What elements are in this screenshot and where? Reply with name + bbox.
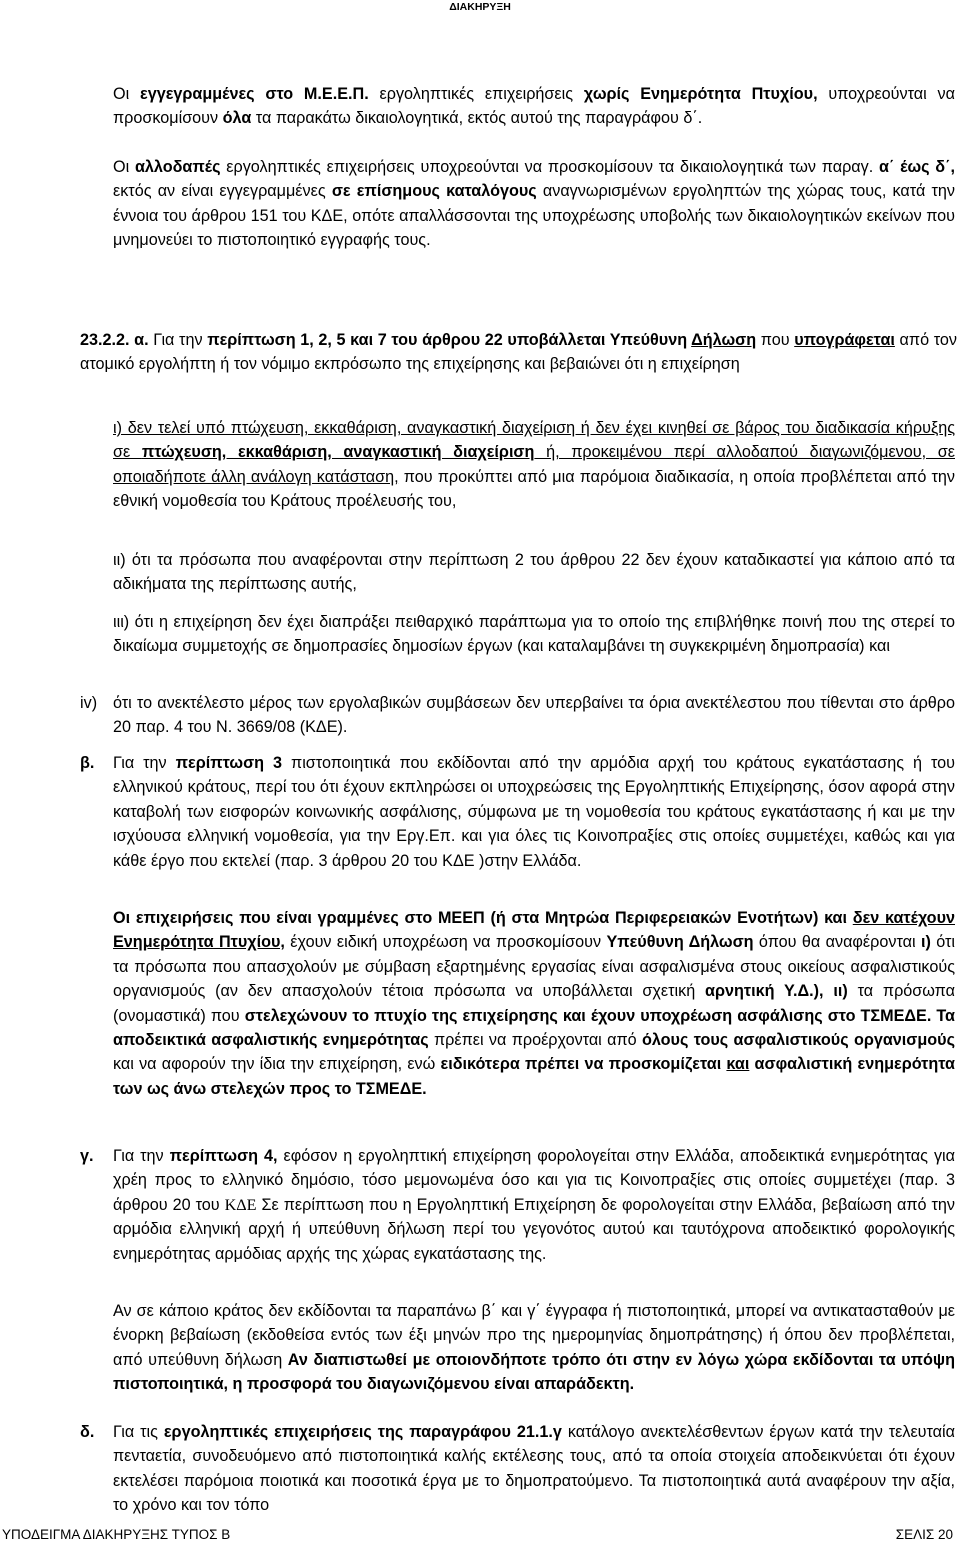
item-b-meep-paragraph [113, 906, 955, 1101]
item-b [113, 751, 955, 873]
text: Για τις [113, 1423, 164, 1441]
text-bold: αρνητική Υ.Δ.), ιι) [705, 982, 848, 1001]
text-bold: στελεχώνουν το πτυχίο της επιχείρησης και έχουν υποχρέωση ασφάλισης στο ΤΣΜΕΔΕ. Τα αποδεικτικά ασφαλιστικής ενημερότητας [113, 1006, 955, 1050]
text: όπου θα αναφέρονται [753, 933, 921, 952]
text: Για την [113, 754, 176, 772]
paragraph-foreign-firms [113, 155, 955, 253]
text-bold: περίπτωση 4, [169, 1147, 278, 1165]
text-bold: χωρίς Ενημερότητα Πτυχίου, [583, 85, 818, 103]
text-bold-underline: πτώχευση, εκκαθάριση, αναγκαστική διαχείριση [141, 443, 535, 462]
text-bold: περίπτωση 1, 2, 5 και 7 του άρθρου 22 υποβάλλεται Υπεύθυνη [207, 331, 692, 349]
text-bold: εγγεγραμμένες στο Μ.Ε.Ε.Π. [140, 85, 369, 103]
footer-page-number: ΣΕΛΙΣ 20 [895, 1527, 953, 1542]
text-bold: ειδικότερα πρέπει να προσκομίζεται [440, 1055, 727, 1074]
text: Για την [148, 331, 208, 349]
text: ιιι) ότι η επιχείρηση δεν έχει διαπράξει πειθαρχικό παράπτωμα για το οποίο της επιβλήθηκε ποινή που της στερεί το δικαίωμα συμμετοχής σε δημοπρασίες δημοσίων έργων (και καταλαμβάνει τη συγκεκριμένη δημοπρασία) και [113, 613, 955, 656]
text-bold: Οι επιχειρήσεις που είναι γραμμένες στο ΜΕΕΠ (ή στα Μητρώα Περιφερειακών Ενοτήτων) και [113, 909, 853, 927]
item-iv [113, 691, 955, 740]
text: Οι [113, 158, 135, 176]
text: ότι τα πρόσωπα που απασχολούν με σύμβαση εξαρτημένης εργασίας είναι ασφαλισμένα στους οικείους ασφαλιστικούς οργανισμούς (αν δεν απασχολούν τέτοια πρόσωπα να υποβάλλεται σχετική [113, 933, 955, 1001]
text: υποχρεούνται να προσκομίσουν [113, 85, 956, 128]
text-bold: εργοληπτικές επιχειρήσεις της παραγράφου 21.1.γ [163, 1423, 562, 1441]
text-bold: σε επίσημους καταλόγους [331, 182, 537, 201]
text-bold: Αν διαπιστωθεί με οποιονδήποτε τρόπο ότι στην εν λόγω χώρα εκδίδονται τα υπόψη πιστοποιητικά, η προσφορά του διαγωνιζόμενου είναι απαράδεκτη. [113, 1350, 955, 1394]
text-underline: ι) δεν τελεί υπό πτώχευση, εκκαθάριση, αναγκαστική διαχείριση ή δεν έχει κινηθεί σε βάρος του διαδικασία κήρυξης σε [113, 419, 955, 462]
text-bold: Υπεύθυνη Δήλωση [606, 933, 754, 952]
text: εκτός αν είναι εγγεγραμμένες [113, 182, 332, 201]
text: εφόσον η εργοληπτική επιχείρηση φορολογείται στην Ελλάδα, αποδεικτικά ενημερότητας για χρέη προς το ελληνικό δημόσιο, τόσο μεμονωμένα όσο και για τις Κοινοπραξίες στις οποίες συμμετέχει (παρ. 3 άρθρου 20 του [113, 1147, 955, 1214]
item-iv-label: iv) [80, 694, 98, 712]
text-bold: α΄ έως δ΄, [879, 158, 956, 176]
item-d [113, 1420, 955, 1518]
text-underline: ή, προκειμένου περί αλλοδαπού διαγωνιζόμενου, σε οποιαδήποτε άλλη ανάλογη κατάσταση, [113, 443, 955, 486]
text: τα πρόσωπα (ονομαστικά) που [113, 982, 955, 1025]
text-bold: όλους τους ασφαλιστικούς οργανισμούς [641, 1031, 956, 1050]
section-number: 23.2.2. α. [80, 331, 149, 349]
item-iii [113, 610, 955, 659]
text: εργοληπτικές επιχειρήσεις υποχρεούνται να προσκομίσουν τα δικαιολογητικά των παραγ. [220, 158, 880, 176]
paragraph-registered-firms [113, 82, 955, 131]
text-bold-underline: δεν κατέχουν Ενημερότητα Πτυχίου, [113, 909, 955, 952]
item-g [113, 1144, 955, 1266]
text: Αν σε κάποιο κράτος δεν εκδίδονται τα παραπάνω β΄ και γ΄ έγγραφα ή πιστοποιητικά, μπορεί να αντικατασταθούν με ένορκη βεβαίωση (εκδοθείσα εντός των έξι μηνών προ της ημερομηνίας δημοπράτησης) ή όπου δεν προβλέπεται, από υπεύθυνη δήλωση [113, 1302, 955, 1369]
text-serif: ΚΔΕ [224, 1195, 257, 1214]
text: από τον ατομικό εργολήπτη ή τον νόμιμο εκπρόσωπο της επιχείρησης και βεβαιώνει ότι η επιχείρηση [80, 331, 957, 374]
page-header: ΔΙΑΚΗΡΥΞΗ [449, 1, 511, 13]
text: ότι το ανεκτέλεστο μέρος των εργολαβικών συμβάσεων δεν υπερβαίνει τα όρια ανεκτέλεστου που τίθενται στο άρθρο 20 παρ. 4 του Ν. 3669/08 (ΚΔΕ). [113, 694, 955, 737]
text: έχουν ειδική υποχρέωση να προσκομίσουν [284, 933, 607, 952]
text: που προκύπτει από μια παρόμοια διαδικασία, η οποία προβλέπεται από την εθνική νομοθεσία του Κράτους προέλευσής του, [113, 467, 955, 511]
text: κατάλογο ανεκτελέσθεντων έργων κατά την τελευταία πενταετία, συνοδευόμενο από πιστοποιητικά καλής εκτέλεσης τους, από τα οποία στοιχεία αποδεικνύεται ότι έχουν εκτελέσει παρόμοια ποιοτικά και ποσοτικά έργα με το δημοπρατούμενο. Τα πιστοποιητικά αυτά αναφέρουν την αξία, το χρόνο και τον τόπο [113, 1423, 955, 1515]
text-bold-underline: υπογράφεται [794, 331, 895, 349]
text: πιστοποιητικά που εκδίδονται από την αρμόδια αρχή του κράτους εγκατάστασης ή του ελληνικού κράτους, περί του ότι έχουν εκπληρώσει οι υποχρεώσεις της Εργοληπτικής Επιχείρησης, όσον αφορά στην καταβολή των εισφορών κοινωνικής ασφάλισης, σύμφωνα με τη νομοθεσία του κράτους εγκατάστασης ή και με την ισχύουσα ελληνική νομοθεσία, για την Εργ.Επ. και για όλες τις Κοινοπραξίες στις οποίες συμμετέχει, καθώς και για κάθε έργο που εκτελεί (παρ. 3 άρθρου 20 του ΚΔΕ )στην Ελλάδα. [113, 754, 955, 870]
text: Σε περίπτωση που η Εργοληπτική Επιχείρηση δε φορολογείται στην Ελλάδα, βεβαίωση από την αρμόδια ελληνική αρχή ή υπεύθυνη δήλωση περί του γεγονότος αυτού και ταυτόχρονα αποδεικτικό φορολογικής ενημερότητας αρμόδιας αρχής της χώρας εγκατάστασης της. [113, 1195, 955, 1263]
text: εργοληπτικές επιχειρήσεις [368, 85, 584, 103]
text: τα παρακάτω δικαιολογητικά, εκτός αυτού της παραγράφου δ΄. [251, 109, 703, 128]
text: που [756, 331, 795, 349]
text-bold: ι) [920, 933, 931, 952]
text-bold: ασφαλιστική ενημερότητα των ως άνω στελεχών προς το ΤΣΜΕΔΕ. [113, 1055, 955, 1098]
section-23-2-2-a [80, 328, 957, 377]
text-bold-underline: και [726, 1055, 750, 1074]
text: αναγνωρισμένων εργοληπτών της χώρας τους, κατά την έννοια του άρθρου 151 του ΚΔΕ, οπότε απαλλάσσονται της υποχρέωσης υποβολής των δικαιολογητικών εκείνων που μνημονεύει το πιστοποιητικό εγγραφής τους. [113, 182, 955, 250]
item-i [113, 416, 955, 514]
text-bold: αλλοδαπές [134, 158, 221, 176]
footer-left: ΥΠΟΔΕΙΓΜΑ ΔΙΑΚΗΡΥΞΗΣ ΤΥΠΟΣ Β [2, 1527, 231, 1542]
text: και να αφορούν την ίδια την επιχείρηση, ενώ [113, 1055, 441, 1074]
text: πρέπει να προέρχονται από [428, 1031, 642, 1050]
item-ii [113, 548, 955, 597]
text-bold: όλα [222, 109, 252, 128]
text-bold-underline: Δήλωση [691, 331, 757, 349]
item-g-second-paragraph [113, 1299, 955, 1397]
text: Οι [113, 85, 141, 103]
text: Για την [113, 1147, 170, 1165]
text: ιι) ότι τα πρόσωπα που αναφέρονται στην περίπτωση 2 του άρθρου 22 δεν έχουν καταδικαστεί για κάποιο από τα αδικήματα της περίπτωσης αυτής, [113, 551, 955, 594]
item-d-label: δ. [80, 1423, 95, 1441]
item-b-label: β. [80, 754, 95, 772]
item-g-label: γ. [80, 1147, 94, 1165]
text-bold: περίπτωση 3 [175, 754, 283, 772]
